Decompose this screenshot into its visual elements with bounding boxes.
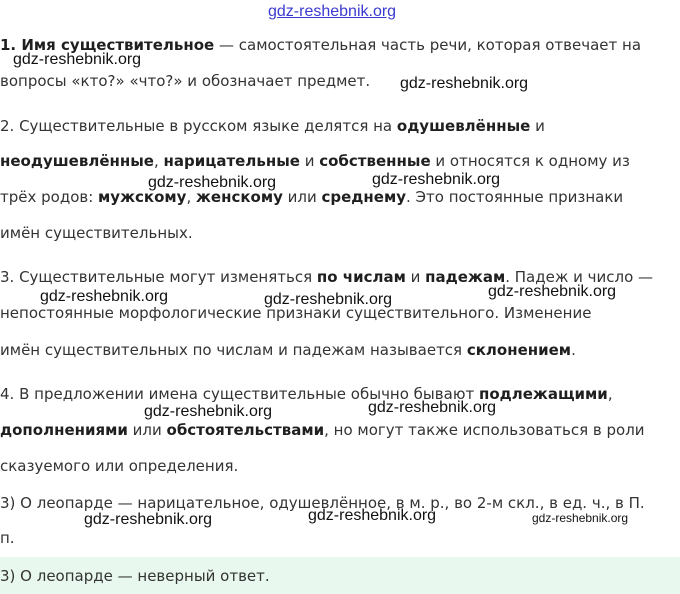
watermark: gdz-reshebnik.org [148,174,277,191]
watermark: gdz-reshebnik.org [264,291,393,308]
rule-1-line-1: 1. Имя существительное — самостоятельная часть речи, которая отвечает на [0,36,642,54]
answer-box [0,557,680,594]
watermark: gdz-reshebnik.org [532,511,629,525]
watermark: gdz-reshebnik.org [84,511,213,528]
watermark: gdz-reshebnik.org [372,171,501,188]
rule-2-line-2: неодушевлённые, нарицательные и собственные и относятся к одному из [0,152,630,170]
rule-2-line-3: трёх родов: мужскому, женскому или среднему. Это постоянные признаки [0,188,624,206]
watermark: gdz-reshebnik.org [13,51,142,68]
rule-3-line-1: 3. Существительные могут изменяться по числам и падежам. Падеж и число — [0,268,654,286]
rule-2-line-1: 2. Существительные в русском языке делятся на одушевлённые и [0,117,545,135]
watermark: gdz-reshebnik.org [144,403,273,420]
rule-4-line-2: дополнениями или обстоятельствами, но могут также использоваться в роли [0,421,645,439]
watermark: gdz-reshebnik.org [400,75,529,92]
watermark: gdz-reshebnik.org [368,399,497,416]
rule-1-line-2: вопросы «кто?» «что?» и обозначает предмет. [0,72,371,90]
rule-4-line-3: сказуемого или определения. [0,457,239,475]
watermark-header: gdz-reshebnik.org [268,3,397,20]
watermark: gdz-reshebnik.org [488,283,617,300]
analysis-line-1: 3) О леопарде — нарицательное, одушевлённое, в м. р., во 2-м скл., в ед. ч., в П. [0,494,645,512]
rule-3-line-2: непостоянные морфологические признаки существительного. Изменение [0,304,592,322]
analysis-line-2: п. [0,529,15,547]
answer-text: 3) О леопарде — неверный ответ. [0,567,270,585]
rule-4-line-1: 4. В предложении имена существительные обычно бывают подлежащими, [0,385,613,403]
watermark: gdz-reshebnik.org [308,507,437,524]
watermark: gdz-reshebnik.org [40,288,169,305]
rule-3-line-3: имён существительных по числам и падежам называется склонением. [0,341,576,359]
rule-2-line-4: имён существительных. [0,224,193,242]
